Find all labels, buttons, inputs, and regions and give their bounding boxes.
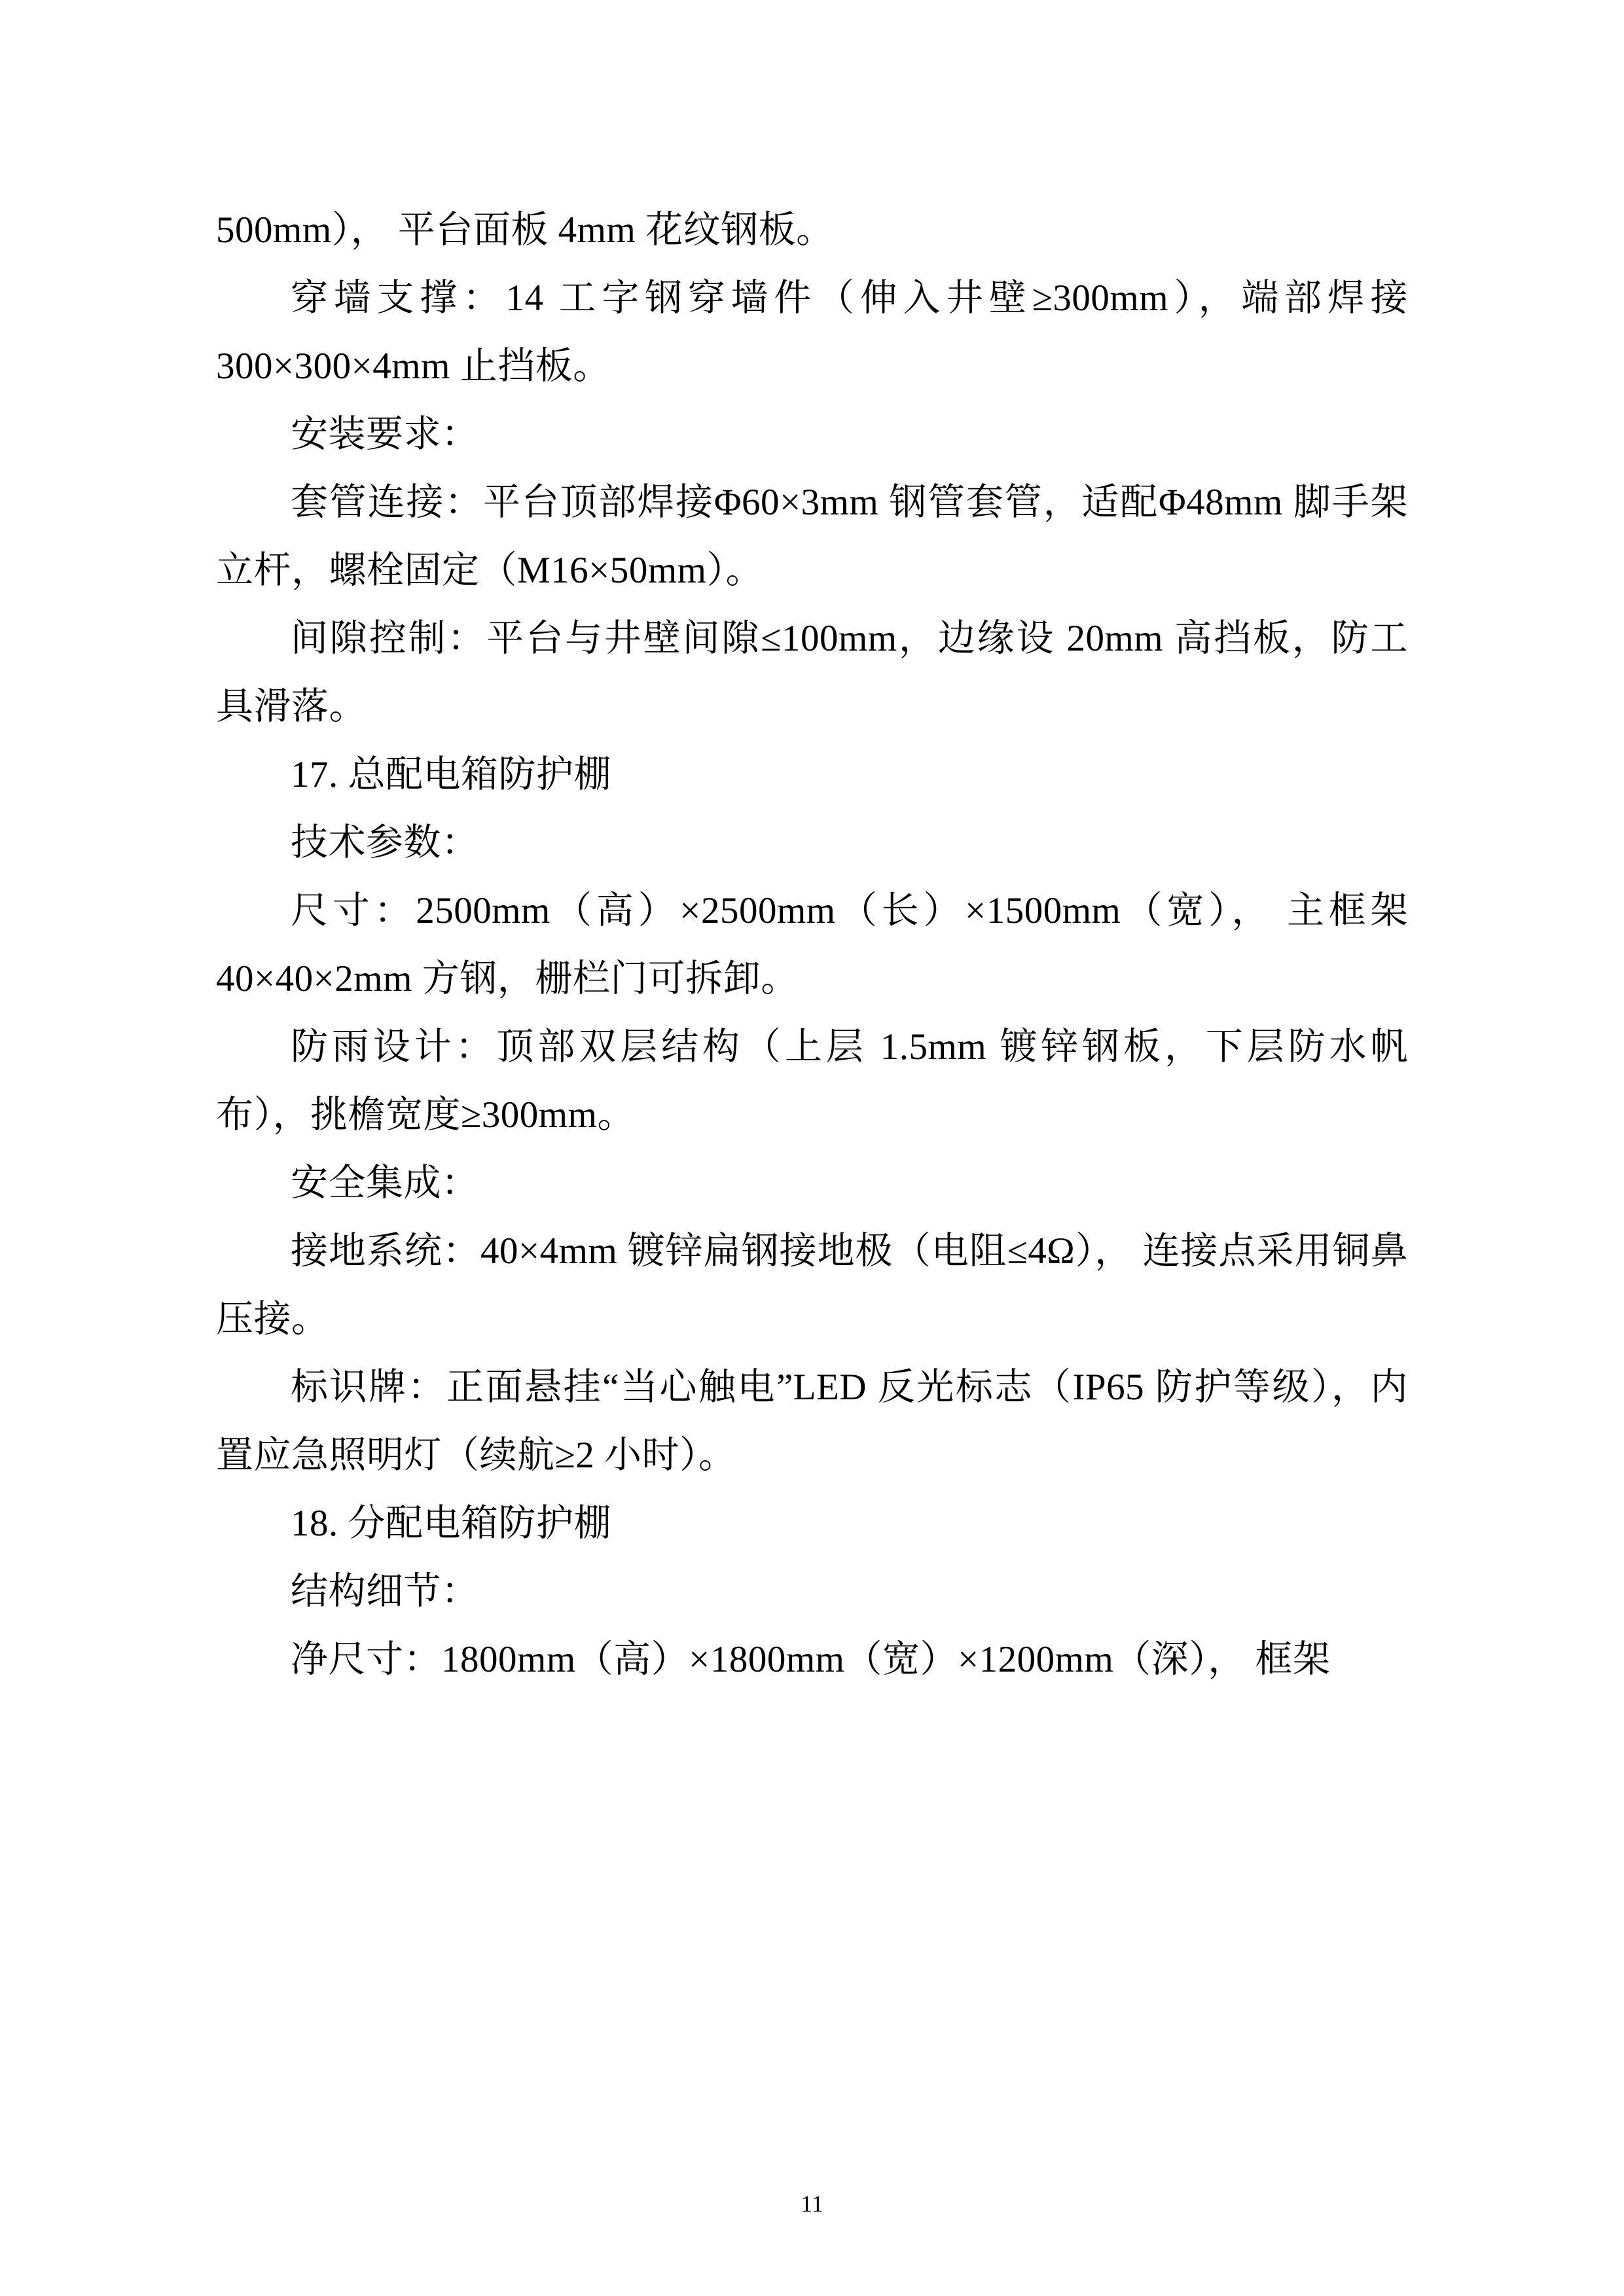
paragraph: 安装要求： [291, 414, 479, 455]
paragraph: 500mm）， 平台面板 4mm 花纹钢板。 [216, 209, 834, 251]
paragraph: 接地系统：40×4mm 镀锌扁钢接地极（电阻≤4Ω）， 连接点采用铜鼻压接。 [216, 1230, 1408, 1340]
paragraph: 净尺寸：1800mm（高）×1800mm（宽）×1200mm（深）， 框架 [291, 1639, 1331, 1680]
paragraph: 结构细节： [291, 1571, 479, 1612]
section-heading: 17. 总配电箱防护棚 [291, 754, 611, 795]
paragraph: 防雨设计：顶部双层结构（上层 1.5mm 镀锌钢板，下层防水帆布），挑檐宽度≥300mm。 [216, 1026, 1408, 1136]
document-body [216, 196, 1408, 1694]
paragraph: 尺寸：2500mm（高）×2500mm（长）×1500mm（宽）， 主框架40×40×2mm 方钢，栅栏门可拆卸。 [216, 890, 1408, 999]
paragraph: 间隙控制：平台与井壁间隙≤100mm，边缘设 20mm 高挡板，防工具滑落。 [216, 618, 1408, 727]
section-heading: 18. 分配电箱防护棚 [291, 1503, 611, 1544]
paragraph: 穿墙支撑：14 工字钢穿墙件（伸入井壁≥300mm），端部焊接 300×300×4mm 止挡板。 [216, 278, 1408, 387]
page-number: 11 [801, 2191, 823, 2217]
paragraph: 标识牌：正面悬挂“当心触电”LED 反光标志（IP65 防护等级），内置应急照明灯（续航≥2 小时）。 [216, 1367, 1408, 1476]
paragraph: 安全集成： [291, 1162, 479, 1204]
paragraph: 套管连接：平台顶部焊接Φ60×3mm 钢管套管，适配Φ48mm 脚手架立杆，螺栓固定（M16×50mm）。 [216, 482, 1408, 591]
paragraph: 技术参数： [291, 822, 479, 863]
